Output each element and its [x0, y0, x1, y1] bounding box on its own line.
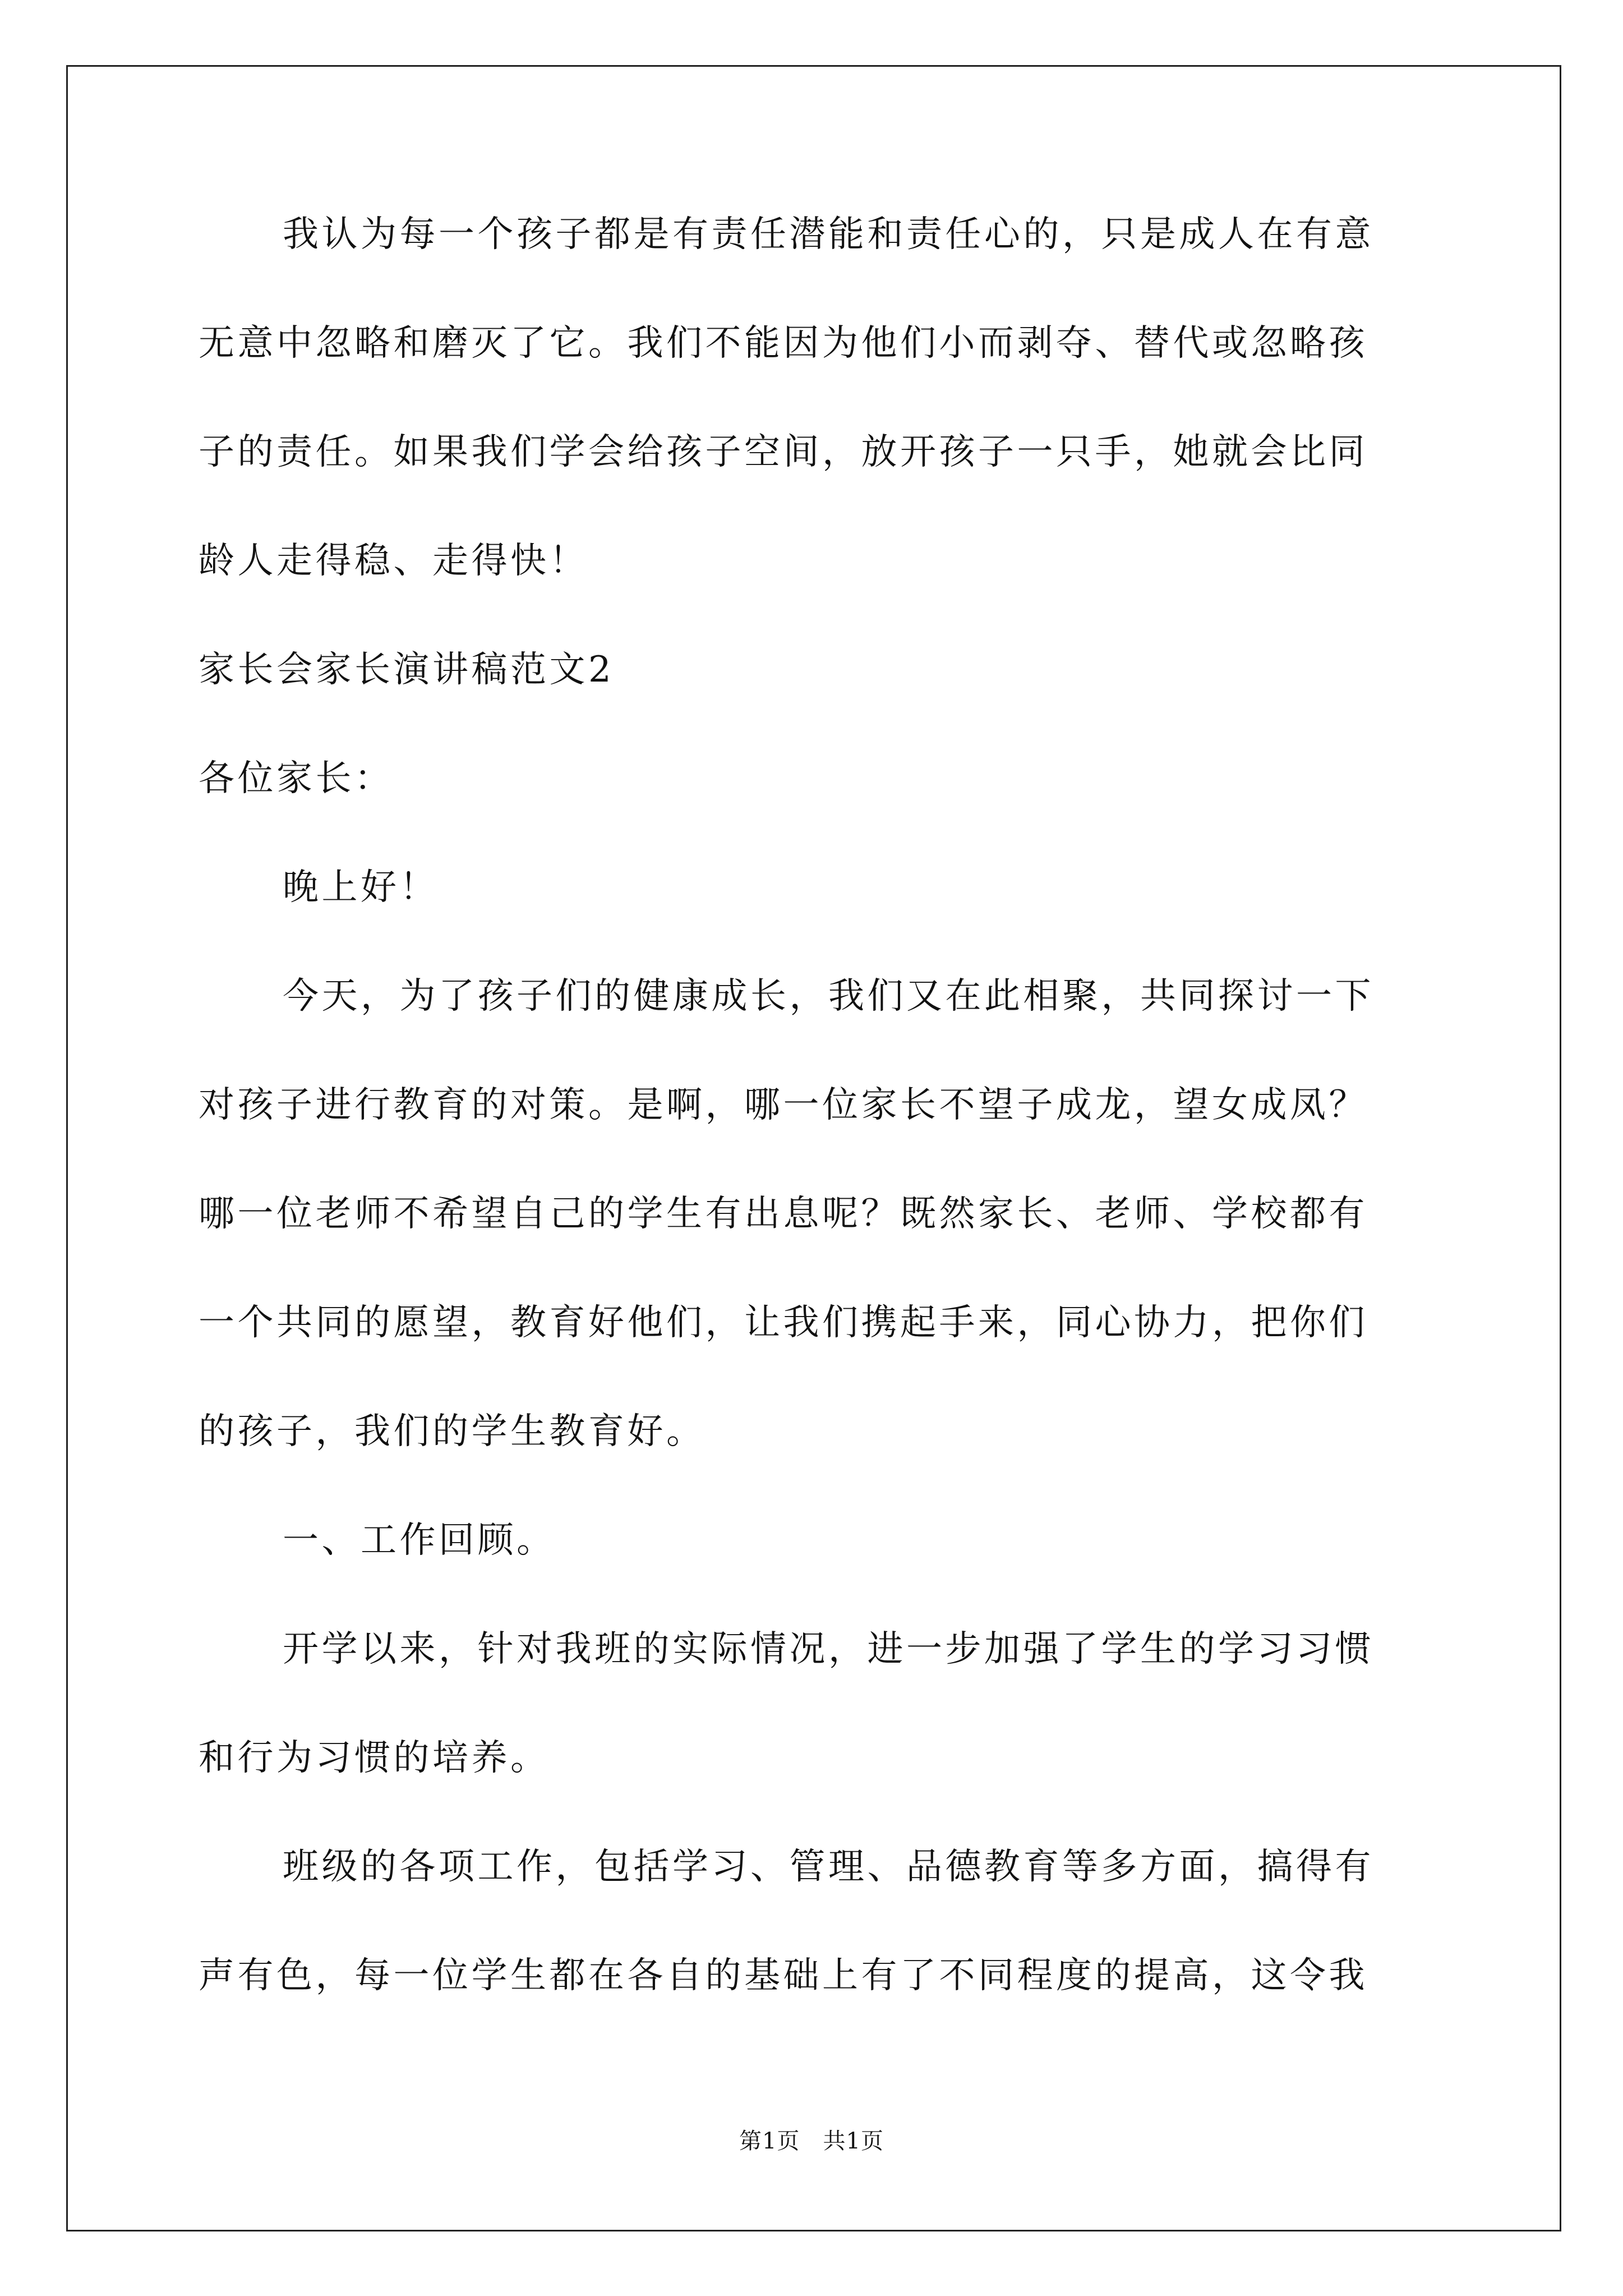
paragraph-line: 声有色，每一位学生都在各自的基础上有了不同程度的提高，这令我 — [199, 1955, 1368, 1996]
page-border — [66, 65, 1561, 2231]
paragraph-line: 今天，为了孩子们的健康成长，我们又在此相聚，共同探讨一下 — [283, 976, 1374, 1017]
page-footer: 第1页 共1页 — [739, 2128, 884, 2154]
paragraph-line: 对孩子进行教育的对策。是啊，哪一位家长不望子成龙，望女成凤？ — [199, 1084, 1368, 1126]
paragraph-line: 班级的各项工作，包括学习、管理、品德教育等多方面，搞得有 — [283, 1846, 1374, 1888]
subheading: 一、工作回顾。 — [283, 1520, 556, 1561]
paragraph-line: 哪一位老师不希望自己的学生有出息呢？既然家长、老师、学校都有 — [199, 1193, 1368, 1235]
greeting: 晚上好！ — [283, 867, 439, 908]
section-title: 家长会家长演讲稿范文2 — [199, 649, 615, 691]
paragraph-line: 子的责任。如果我们学会给孩子空间，放开孩子一只手，她就会比同 — [199, 431, 1368, 473]
paragraph-line: 的孩子，我们的学生教育好。 — [199, 1411, 706, 1452]
paragraph-line: 龄人走得稳、走得快！ — [199, 540, 588, 582]
paragraph-line: 无意中忽略和磨灭了它。我们不能因为他们小而剥夺、替代或忽略孩 — [199, 323, 1368, 364]
paragraph-line: 我认为每一个孩子都是有责任潜能和责任心的，只是成人在有意 — [283, 214, 1374, 255]
paragraph-line: 和行为习惯的培养。 — [199, 1737, 550, 1779]
paragraph-line: 开学以来，针对我班的实际情况，进一步加强了学生的学习习惯 — [283, 1628, 1374, 1670]
salutation: 各位家长： — [199, 758, 394, 799]
paragraph-line: 一个共同的愿望，教育好他们，让我们携起手来，同心协力，把你们 — [199, 1302, 1368, 1343]
